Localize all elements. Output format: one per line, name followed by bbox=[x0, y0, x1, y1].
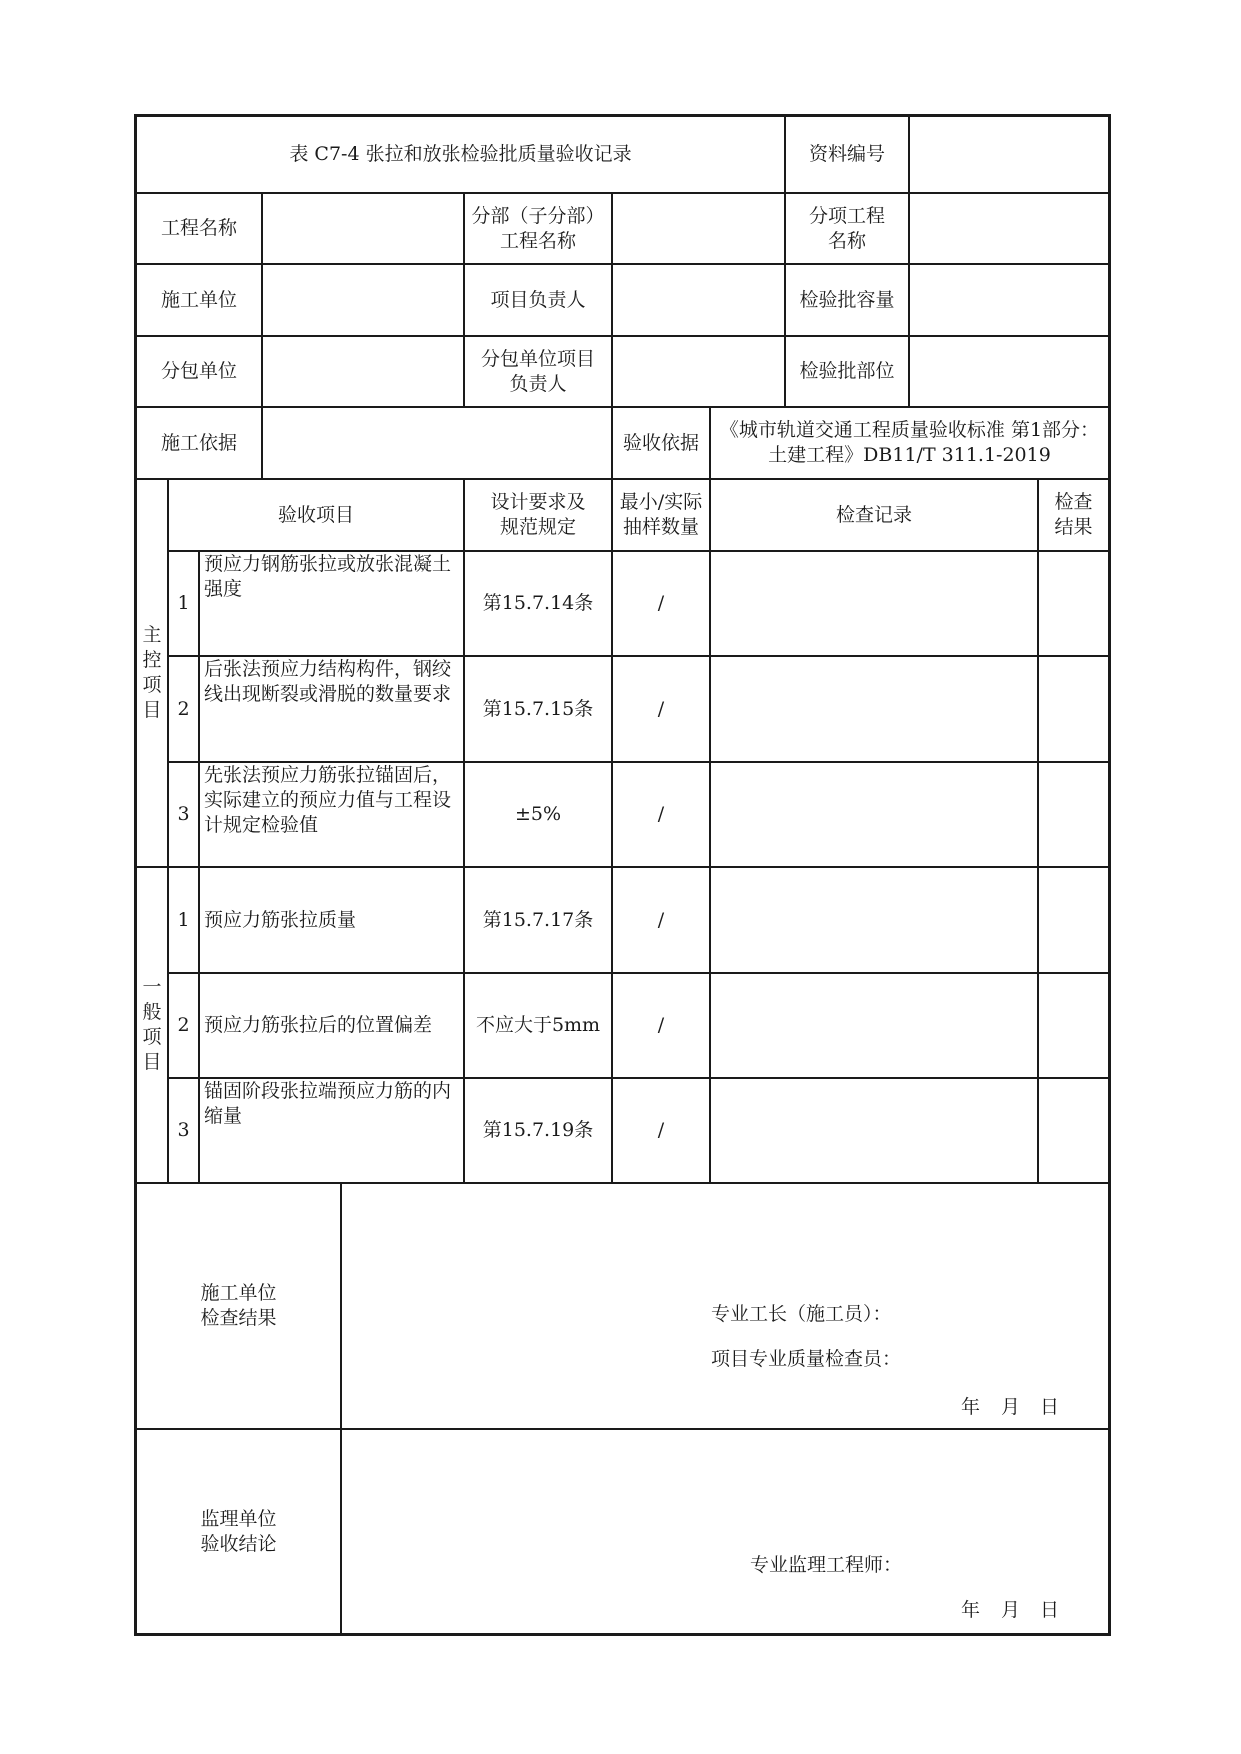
engineer-signature-label: 专业监理工程师： bbox=[750, 1554, 903, 1576]
general-row-1-record[interactable] bbox=[711, 868, 1037, 972]
general-row-3-no: 3 bbox=[177, 1119, 190, 1141]
supervisor-check-label-line: 监理单位 bbox=[200, 1507, 277, 1530]
col-header-sample bbox=[613, 480, 709, 550]
acceptance-basis-value bbox=[711, 408, 1108, 478]
lot-capacity-label: 检验批容量 bbox=[799, 288, 895, 311]
division-label-line: 工程名称 bbox=[499, 229, 576, 252]
general-row-3-record[interactable] bbox=[711, 1079, 1037, 1182]
foreman-signature-label: 专业工长（施工员）： bbox=[711, 1303, 892, 1325]
col-header-sample-line: 抽样数量 bbox=[622, 516, 699, 538]
main-row-3-record[interactable] bbox=[711, 763, 1037, 866]
subcontractor-field[interactable] bbox=[263, 337, 463, 406]
main-row-1-sample[interactable]: / bbox=[657, 592, 665, 614]
col-header-sample-line: 最小/实际 bbox=[619, 491, 703, 513]
date-month-label: 月 bbox=[1001, 1599, 1021, 1621]
pm-label: 项目负责人 bbox=[490, 288, 586, 311]
lot-location-label: 检验批部位 bbox=[799, 360, 895, 382]
date-day-label: 日 bbox=[1040, 1599, 1060, 1621]
subitem-field[interactable] bbox=[910, 194, 1108, 263]
pm-field[interactable] bbox=[613, 265, 784, 335]
desc-line: 先张法预应力筋张拉锚固后， bbox=[204, 764, 452, 786]
division-label bbox=[465, 194, 611, 263]
general-row-3-desc bbox=[200, 1079, 463, 1182]
desc-line: 缩量 bbox=[204, 1105, 243, 1127]
main-row-2-desc bbox=[200, 657, 463, 761]
doc-no-field[interactable] bbox=[910, 117, 1108, 192]
acceptance-basis-line: 《城市轨道交通工程质量验收标准 第1部分： bbox=[719, 419, 1100, 441]
main-row-2-sample[interactable]: / bbox=[657, 697, 665, 720]
general-row-1-sample[interactable]: / bbox=[657, 908, 665, 931]
sub-pm-label-line: 分包单位项目 bbox=[480, 347, 595, 370]
col-header-result-line: 结果 bbox=[1054, 516, 1093, 538]
inspector-signature-label: 项目专业质量检查员： bbox=[711, 1348, 902, 1370]
date-year-label: 年 bbox=[961, 1599, 981, 1621]
main-row-1-no: 1 bbox=[177, 592, 190, 614]
main-row-1-design: 第15.7.14条 bbox=[482, 592, 594, 614]
col-header-result-line: 检查 bbox=[1054, 491, 1093, 513]
general-row-2-result[interactable] bbox=[1039, 974, 1108, 1077]
project-name-label: 工程名称 bbox=[160, 217, 237, 239]
basis-field[interactable] bbox=[263, 408, 611, 478]
lot-location-field[interactable] bbox=[910, 337, 1108, 406]
desc-line: 计规定检验值 bbox=[204, 814, 319, 836]
general-row-1-result[interactable] bbox=[1039, 868, 1108, 972]
desc-line: 锚固阶段张拉端预应力筋的内 bbox=[204, 1080, 452, 1102]
supervisor-check-label-line: 验收结论 bbox=[200, 1532, 277, 1555]
general-row-2-record[interactable] bbox=[711, 974, 1037, 1077]
general-row-1-desc: 预应力筋张拉质量 bbox=[204, 908, 357, 931]
acceptance-basis-line: 土建工程》DB11/T 311.1-2019 bbox=[768, 444, 1051, 466]
main-control-group-label bbox=[137, 480, 167, 866]
date-year-label: 年 bbox=[961, 1396, 981, 1418]
supervisor-check-area[interactable] bbox=[342, 1430, 1108, 1633]
basis-label: 施工依据 bbox=[160, 431, 237, 454]
acceptance-basis-label: 验收依据 bbox=[622, 431, 699, 454]
border-right bbox=[1108, 114, 1111, 1636]
project-name-field[interactable] bbox=[263, 194, 463, 263]
date-day-label: 日 bbox=[1040, 1396, 1060, 1418]
subitem-label-line: 名称 bbox=[827, 229, 866, 252]
main-row-1-desc bbox=[200, 552, 463, 655]
division-field[interactable] bbox=[613, 194, 784, 263]
col-header-design-line: 设计要求及 bbox=[490, 491, 586, 513]
subitem-label-line: 分项工程 bbox=[808, 204, 885, 227]
supervisor-check-label bbox=[137, 1430, 340, 1633]
main-row-2-record[interactable] bbox=[711, 657, 1037, 761]
col-header-design bbox=[465, 480, 611, 550]
lot-capacity-field[interactable] bbox=[910, 265, 1108, 335]
general-row-2-sample[interactable]: / bbox=[657, 1014, 665, 1036]
form-title: 表 C7-4 张拉和放张检验批质量验收记录 bbox=[289, 143, 632, 165]
general-group-label bbox=[137, 868, 167, 1182]
general-row-2-design: 不应大于5mm bbox=[475, 1014, 601, 1036]
division-label-line: 分部（子分部） bbox=[471, 204, 605, 227]
main-row-1-record[interactable] bbox=[711, 552, 1037, 655]
subcontractor-label: 分包单位 bbox=[160, 360, 237, 382]
contractor-check-label-line: 检查结果 bbox=[200, 1307, 277, 1329]
desc-line: 实际建立的预应力值与工程设 bbox=[204, 789, 452, 811]
col-header-item: 验收项目 bbox=[277, 503, 354, 526]
sub-pm-label-line: 负责人 bbox=[509, 372, 567, 395]
general-group-text: 一般项目 bbox=[142, 976, 162, 1073]
sub-pm-label bbox=[465, 337, 611, 406]
main-row-2-result[interactable] bbox=[1039, 657, 1108, 761]
general-row-3-sample[interactable]: / bbox=[657, 1119, 665, 1141]
main-row-3-result[interactable] bbox=[1039, 763, 1108, 866]
desc-line: 强度 bbox=[204, 578, 243, 600]
desc-line: 后张法预应力结构构件，钢绞 bbox=[204, 658, 452, 680]
subitem-label bbox=[786, 194, 908, 263]
contractor-check-label-line: 施工单位 bbox=[200, 1282, 277, 1304]
general-row-3-design: 第15.7.19条 bbox=[482, 1119, 594, 1141]
desc-line: 预应力钢筋张拉或放张混凝土 bbox=[204, 553, 452, 575]
main-row-1-result[interactable] bbox=[1039, 552, 1108, 655]
main-row-3-sample[interactable]: / bbox=[657, 803, 665, 825]
main-row-2-no: 2 bbox=[177, 697, 190, 720]
doc-no-label: 资料编号 bbox=[808, 143, 885, 165]
main-control-group-text: 主控项目 bbox=[142, 624, 162, 721]
general-row-1-no: 1 bbox=[177, 908, 190, 931]
col-header-design-line: 规范规定 bbox=[499, 516, 576, 538]
general-row-2-desc: 预应力筋张拉后的位置偏差 bbox=[204, 1014, 433, 1036]
sub-pm-field[interactable] bbox=[613, 337, 784, 406]
general-row-2-no: 2 bbox=[177, 1014, 190, 1036]
col-header-result bbox=[1039, 480, 1108, 550]
general-row-3-result[interactable] bbox=[1039, 1079, 1108, 1182]
main-row-3-no: 3 bbox=[177, 803, 190, 825]
contractor-check-label bbox=[137, 1184, 340, 1428]
col-header-record: 检查记录 bbox=[835, 503, 912, 526]
desc-line: 线出现断裂或滑脱的数量要求 bbox=[204, 683, 452, 705]
border-bottom bbox=[134, 1633, 1111, 1636]
general-row-1-design: 第15.7.17条 bbox=[482, 908, 594, 931]
main-row-2-design: 第15.7.15条 bbox=[482, 697, 594, 720]
main-row-3-design: ±5% bbox=[514, 803, 562, 825]
main-row-3-desc bbox=[200, 763, 463, 866]
date-month-label: 月 bbox=[1001, 1396, 1021, 1418]
contractor-label: 施工单位 bbox=[160, 288, 237, 311]
contractor-field[interactable] bbox=[263, 265, 463, 335]
